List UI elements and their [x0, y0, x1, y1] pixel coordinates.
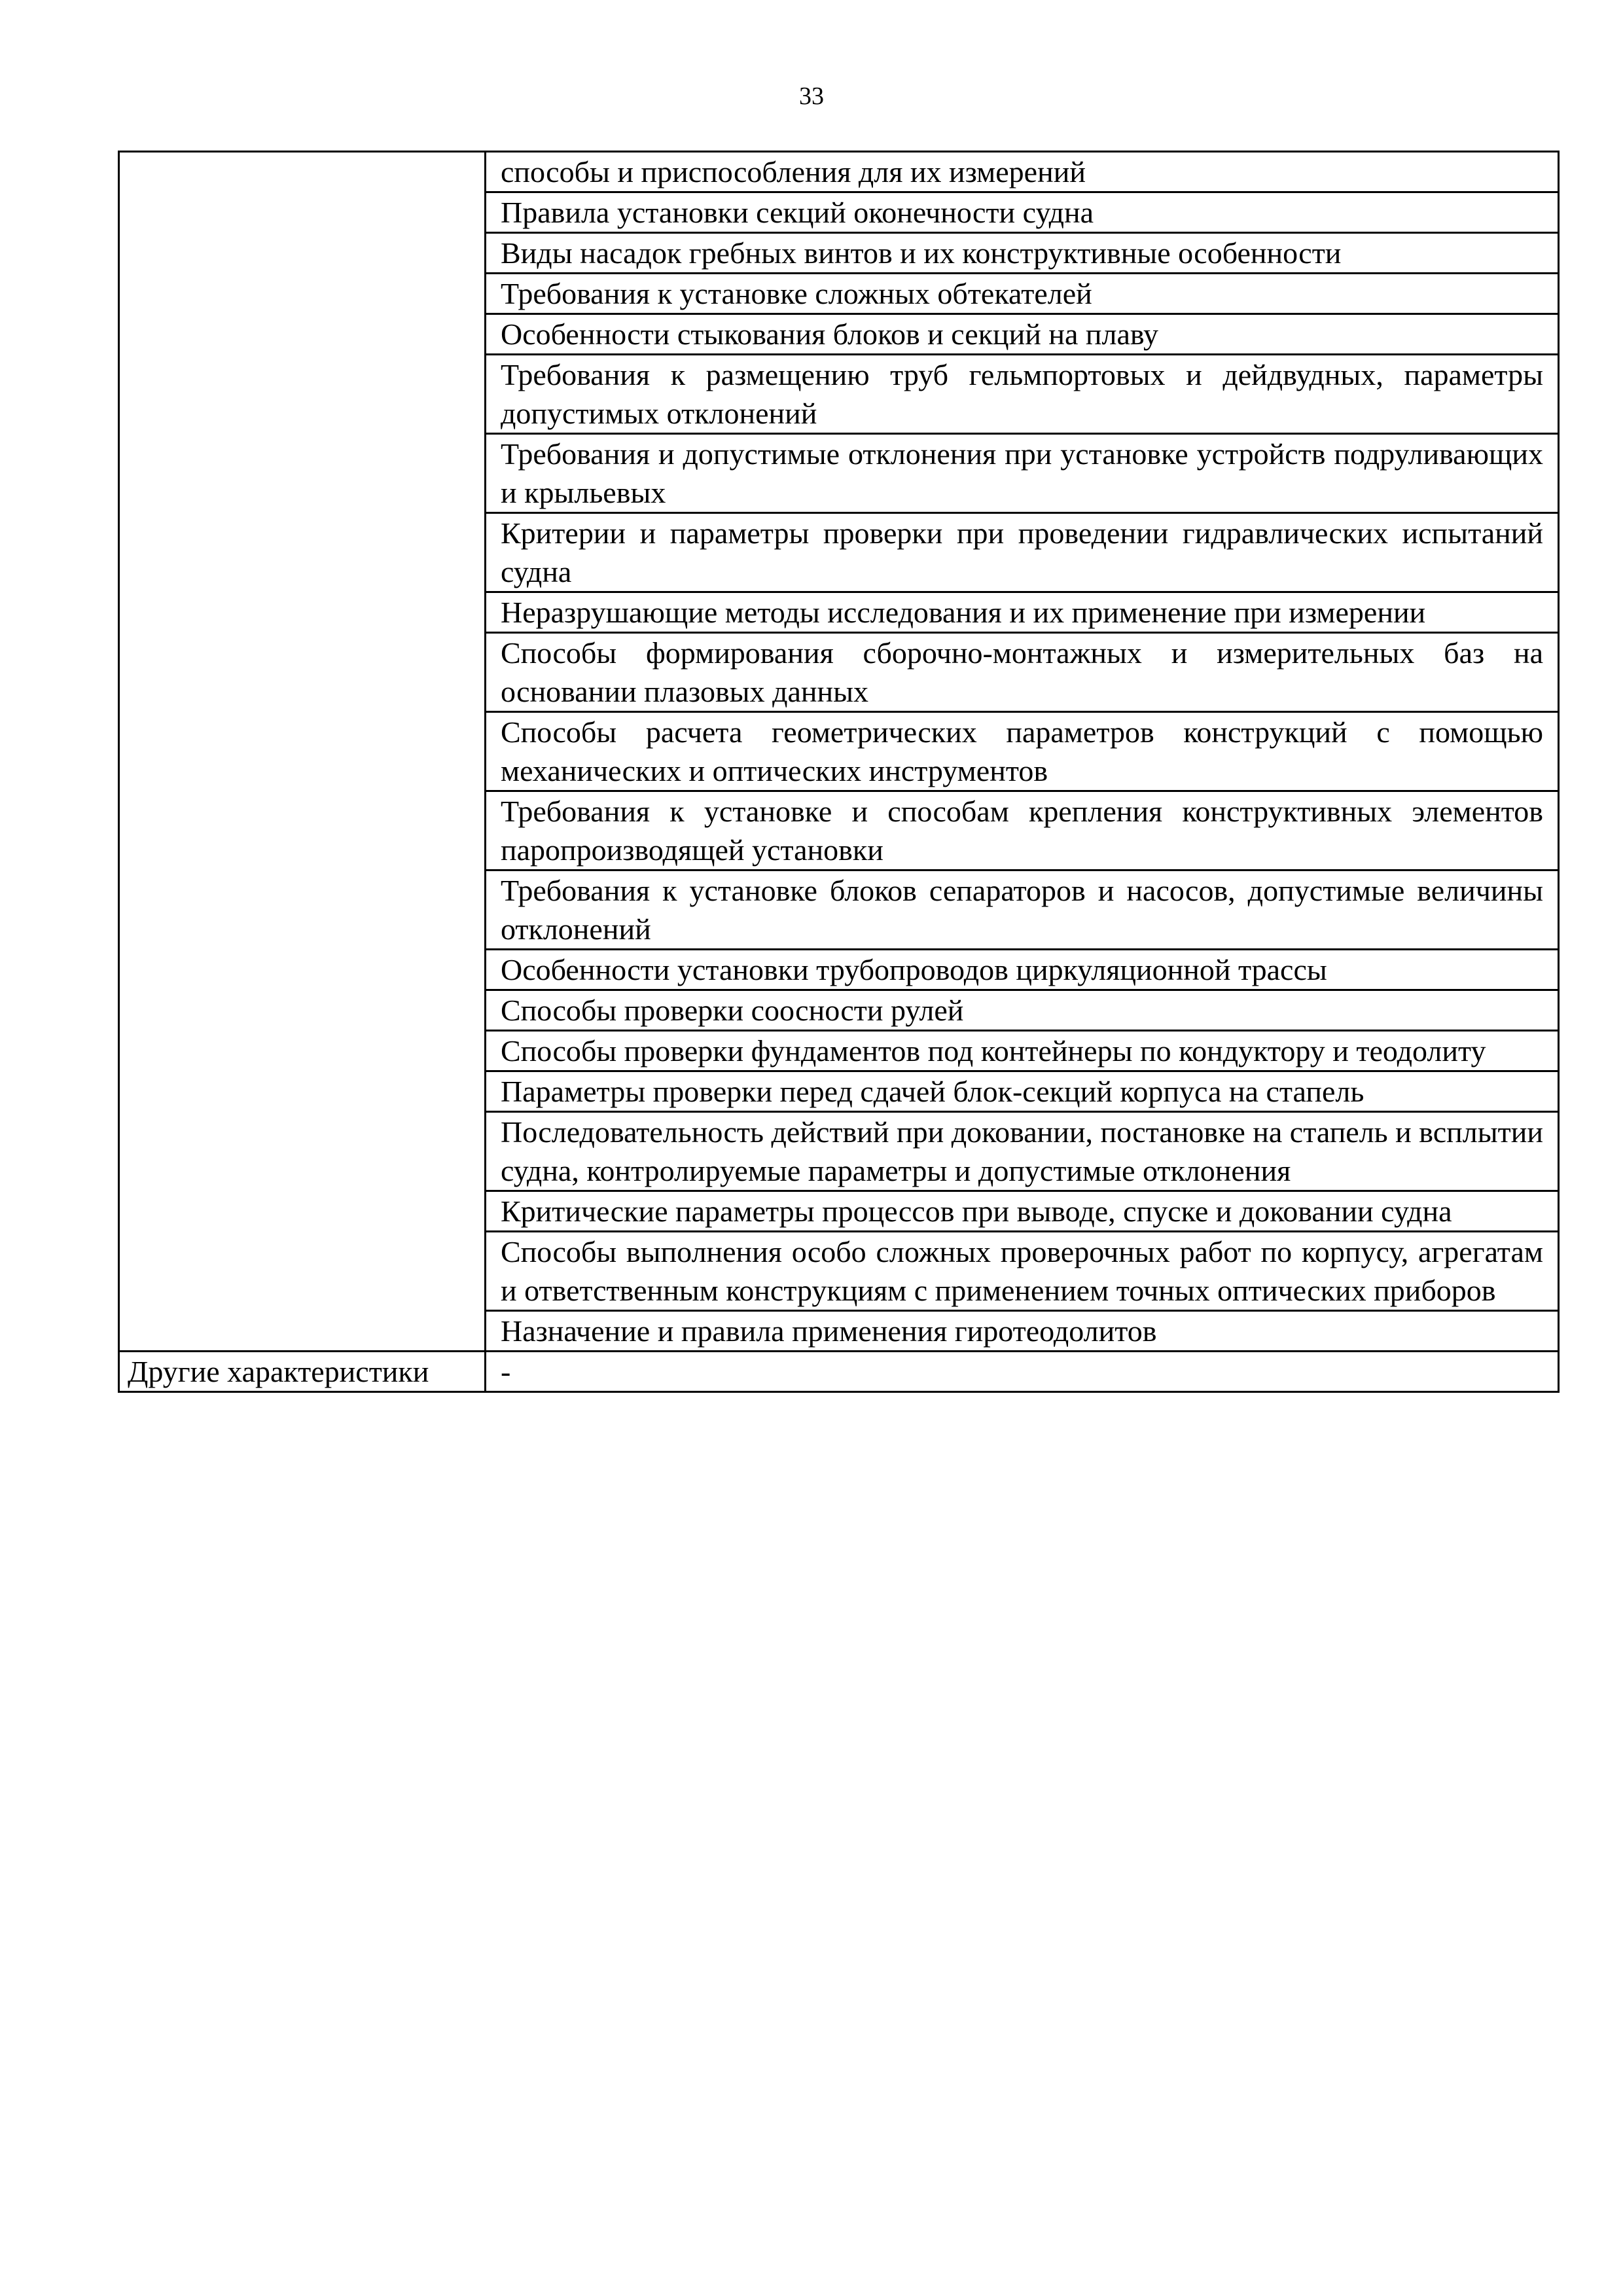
knowledge-item: Последовательность действий при доковании, постановке на стапель и всплытии судна, контролируемые параметры и допустимые отклонения	[486, 1112, 1559, 1191]
knowledge-item: Неразрушающие методы исследования и их применение при измерении	[486, 592, 1559, 633]
other-characteristics-label: Другие характеристики	[119, 1352, 486, 1392]
knowledge-item: Способы проверки фундаментов под контейнеры по кондуктору и теодолиту	[486, 1031, 1559, 1071]
page-number: 33	[799, 82, 824, 110]
knowledge-item: Критические параметры процессов при выводе, спуске и доковании судна	[486, 1191, 1559, 1232]
knowledge-item: Способы формирования сборочно-монтажных и измерительных баз на основании плазовых данных	[486, 633, 1559, 712]
knowledge-item: Особенности установки трубопроводов циркуляционной трассы	[486, 950, 1559, 990]
knowledge-item: Требования к установке блоков сепараторов и насосов, допустимые величины отклонений	[486, 870, 1559, 950]
knowledge-item: Требования к установке и способам крепления конструктивных элементов паропроизводящей установки	[486, 791, 1559, 870]
table-row-other	[119, 1352, 1559, 1392]
knowledge-item: Параметры проверки перед сдачей блок-секций корпуса на стапель	[486, 1071, 1559, 1112]
table-row	[119, 152, 1559, 192]
knowledge-item: Требования и допустимые отклонения при установке устройств подруливающих и крыльевых	[486, 434, 1559, 513]
knowledge-item: Особенности стыкования блоков и секций на плаву	[486, 314, 1559, 355]
knowledge-item: способы и приспособления для их измерений	[486, 152, 1559, 192]
other-characteristics-value: -	[486, 1352, 1559, 1392]
knowledge-item: Способы проверки соосности рулей	[486, 990, 1559, 1031]
knowledge-item: Правила установки секций оконечности судна	[486, 192, 1559, 233]
knowledge-item: Назначение и правила применения гиротеодолитов	[486, 1311, 1559, 1352]
knowledge-item: Способы выполнения особо сложных проверочных работ по корпусу, агрегатам и ответственным конструкциям с применением точных оптических приборов	[486, 1232, 1559, 1311]
table-label-cell	[119, 152, 486, 1352]
knowledge-item: Требования к размещению труб гельмпортовых и дейдвудных, параметры допустимых отклонений	[486, 355, 1559, 434]
requirements-table	[118, 151, 1560, 1393]
knowledge-item: Критерии и параметры проверки при проведении гидравлических испытаний судна	[486, 513, 1559, 592]
knowledge-item: Требования к установке сложных обтекателей	[486, 274, 1559, 314]
knowledge-item: Способы расчета геометрических параметров конструкций с помощью механических и оптических инструментов	[486, 712, 1559, 791]
knowledge-item: Виды насадок гребных винтов и их конструктивные особенности	[486, 233, 1559, 274]
